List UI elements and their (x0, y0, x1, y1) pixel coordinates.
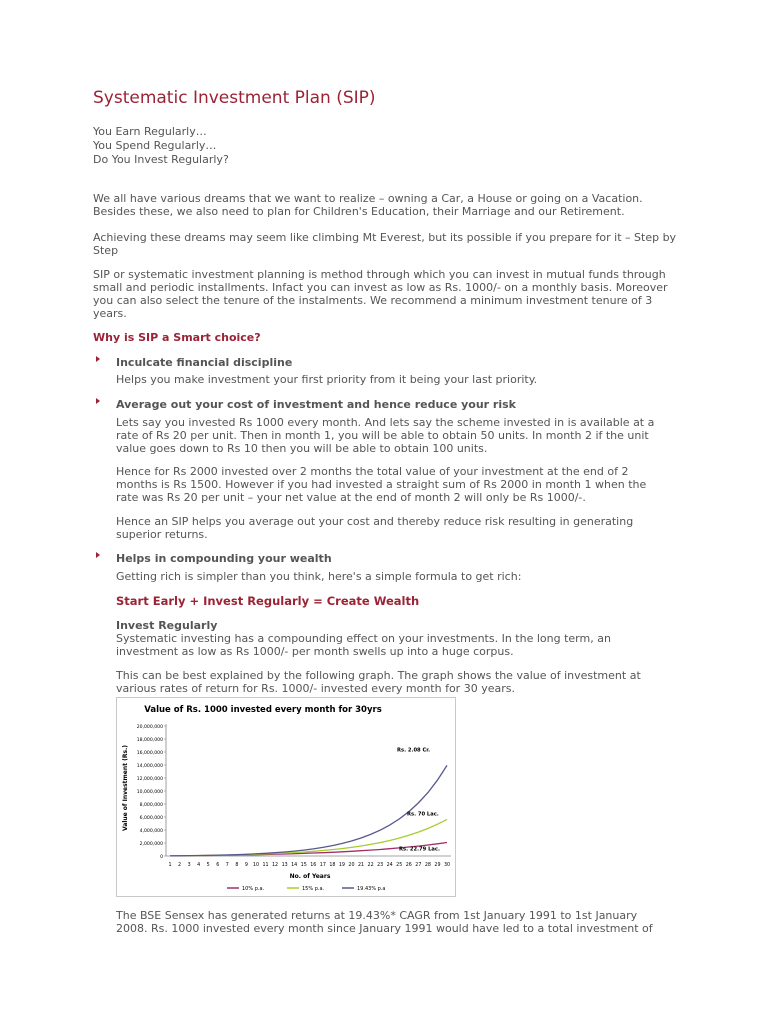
intro-everest: Achieving these dreams may seem like climbing Mt Everest, but its possible if you prepare for it – Step by Step (93, 231, 677, 257)
sensex-closing-text: The BSE Sensex has generated returns at 19.43%* CAGR from 1st January 1991 to 1st January 2008. Rs. 1000 invested every month since January 1991 would have led to a total investment of (116, 909, 653, 935)
chart-x-tick-label: 19 (338, 863, 345, 868)
chart-x-tick-label: 3 (187, 863, 191, 868)
intro-dreams: We all have various dreams that we want to realize – owning a Car, a House or going on a Vacation. Besides these, we also need to plan for Children's Education, their Marriage and our Retirement. (93, 192, 643, 218)
graph-intro-text: This can be best explained by the following graph. The graph shows the value of investment at various rates of return for Rs. 1000/- invested every month for 30 years. (116, 669, 641, 695)
chart-x-tick-label: 10 (252, 863, 260, 868)
chart-legend-label: 19.43% p.a (357, 886, 386, 892)
chart-x-tick-label: 2 (178, 863, 182, 868)
tagline-line: Do You Invest Regularly? (93, 153, 229, 166)
chart-svg (117, 698, 455, 896)
chart-x-tick-label: 15 (300, 863, 307, 868)
average-cost-para: Hence for Rs 2000 invested over 2 months the total value of your investment at the end of 2 months is Rs 1500. However if you had invested a straight sum of Rs 2000 in month 1 when the rate was Rs 20 per unit – your net value at the end of month 2 will only be Rs 1000/-. (116, 465, 647, 504)
chart-x-tick-label: 6 (216, 863, 220, 868)
tagline (93, 125, 229, 167)
chart-x-tick-label: 30 (443, 863, 451, 868)
average-cost-para: Lets say you invested Rs 1000 every month. And lets say the scheme invested in is available at a rate of Rs 20 per unit. Then in month 1, you will be able to obtain 50 units. In month 2 if the unit value goes down to Rs 10 then you will be able to obtain 100 units. (116, 416, 655, 455)
chart-x-tick-label: 25 (396, 863, 403, 868)
chart-x-tick-label: 12 (272, 863, 279, 868)
chart-x-tick-label: 9 (244, 863, 248, 868)
chart-x-tick-label: 1 (168, 863, 172, 868)
chart-legend-label: 10% p.a. (242, 886, 265, 892)
tagline-line: You Earn Regularly… (93, 125, 207, 138)
chart-x-tick-label: 7 (225, 863, 229, 868)
bullet-arrow-icon (96, 398, 100, 404)
chart-x-tick-label: 11 (262, 863, 269, 868)
chart-x-tick-label: 16 (310, 863, 317, 868)
chart-x-tick-label: 21 (357, 863, 365, 868)
chart-data-label: Rs. 22.79 Lac. (399, 846, 440, 853)
chart-y-tick-label: 12,000,000 (136, 777, 163, 782)
chart-y-tick-label: 6,000,000 (139, 816, 163, 821)
point-heading-compounding: Helps in compounding your wealth (116, 552, 332, 565)
chart-x-tick-label: 4 (197, 863, 201, 868)
chart-x-tick-label: 26 (405, 863, 412, 868)
chart-y-tick-label: 16,000,000 (136, 751, 163, 756)
tagline-line: You Spend Regularly… (93, 139, 217, 152)
chart-x-tick-label: 27 (415, 863, 422, 868)
chart-y-tick-label: 0 (160, 855, 163, 860)
chart-series-line (170, 765, 447, 856)
chart-y-tick-label: 20,000,000 (136, 725, 163, 730)
point-heading-average-cost: Average out your cost of investment and hence reduce your risk (116, 398, 516, 411)
chart-x-tick-label: 14 (291, 863, 298, 868)
invest-regularly-heading: Invest Regularly (116, 619, 218, 632)
chart-y-tick-label: 4,000,000 (139, 829, 163, 834)
chart-x-tick-label: 5 (206, 863, 210, 868)
chart-y-tick-label: 2,000,000 (139, 842, 163, 847)
chart-y-axis-label: Value of Investment (Rs.) (122, 744, 129, 832)
invest-regularly-text: Systematic investing has a compounding effect on your investments. In the long term, an investment as low as Rs 1000/- per month swells up into a huge corpus. (116, 632, 611, 658)
point-heading-discipline: Inculcate financial discipline (116, 356, 293, 369)
chart-x-tick-label: 22 (367, 863, 374, 868)
chart-x-tick-label: 20 (348, 863, 355, 868)
bullet-arrow-icon (96, 552, 100, 558)
chart-data-label: Rs. 70 Lac. (407, 811, 439, 818)
bullet-arrow-icon (96, 356, 100, 362)
chart-y-tick-label: 14,000,000 (136, 764, 163, 769)
page-title: Systematic Investment Plan (SIP) (93, 88, 376, 108)
chart-title: Value of Rs. 1000 invested every month for 30yrs (144, 705, 382, 715)
chart-x-tick-label: 17 (319, 863, 326, 868)
wealth-formula: Start Early + Invest Regularly = Create Wealth (116, 594, 420, 608)
chart-y-tick-label: 10,000,000 (136, 790, 163, 795)
chart-x-tick-label: 28 (424, 863, 431, 868)
sip-growth-chart (116, 697, 456, 897)
chart-x-tick-label: 18 (329, 863, 336, 868)
chart-x-tick-label: 23 (377, 863, 384, 868)
intro-sip-definition: SIP or systematic investment planning is method through which you can invest in mutual funds through small and periodic installments. Infact you can invest as low as Rs. 1000/- on a monthly basis. Moreover you can also select the tenure of the instalments. We recommend a minimum investment tenure of 3 years. (93, 268, 668, 320)
chart-data-label: Rs. 2.08 Cr. (397, 747, 431, 754)
average-cost-para: Hence an SIP helps you average out your cost and thereby reduce risk resulting in generating superior returns. (116, 515, 634, 541)
chart-y-tick-label: 18,000,000 (136, 738, 163, 743)
point-text-discipline: Helps you make investment your first priority from it being your last priority. (116, 373, 538, 386)
chart-x-axis-label: No. of Years (289, 873, 331, 880)
chart-x-tick-label: 24 (386, 863, 393, 868)
chart-y-tick-label: 8,000,000 (139, 803, 163, 808)
why-sip-heading: Why is SIP a Smart choice? (93, 331, 261, 344)
chart-x-tick-label: 29 (434, 863, 441, 868)
compounding-intro: Getting rich is simpler than you think, here's a simple formula to get rich: (116, 570, 522, 583)
chart-x-tick-label: 13 (281, 863, 288, 868)
chart-x-tick-label: 8 (235, 863, 239, 868)
chart-legend-label: 15% p.a. (302, 886, 325, 892)
